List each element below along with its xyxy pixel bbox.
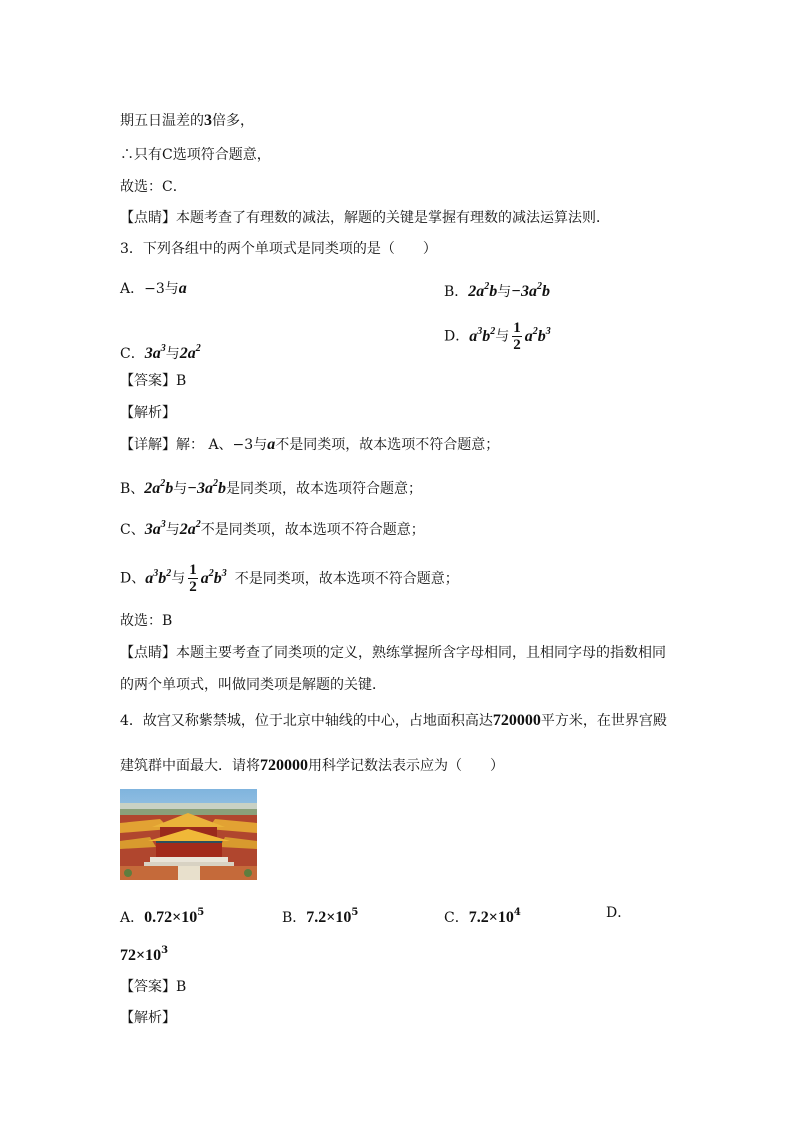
math: $a^2b^3$ [200,567,227,587]
answer-3: 【答案】B [120,373,187,389]
text-line: ∴只有C选项符合题意， [120,147,271,163]
comment-line: 【点睛】本题主要考查了同类项的定义，熟练掌握所含字母相同，且相同字母的指数相同 [120,645,666,661]
option-d-label [606,902,631,924]
math: a [267,436,276,453]
option-a [120,902,204,929]
text: 【详解】解： A、−3与 [120,437,268,453]
text: 不是同类项，故本选项不符合题意； [234,570,459,587]
math: $a^3b^2$ [145,567,172,587]
option-d-value [120,940,168,967]
comment-line: 的两个单项式，叫做同类项是解题的关键． [120,677,386,693]
option-c [120,338,201,365]
text: C、 [120,522,145,538]
option-b [282,902,358,929]
math: 7.2×10 [306,909,352,926]
text-line [120,110,254,132]
text: 不是同类项，故本选项不符合题意； [200,522,425,538]
exponent: 5 [197,907,205,918]
text-line: 故选：C． [120,179,187,195]
detail-line [120,473,422,500]
math: $2a^2b$ [144,478,174,497]
option-label: D． [444,328,470,345]
math: $2a^2b$ [468,281,498,300]
detail-line [120,514,425,541]
math: 7.2×10 [468,909,514,926]
fraction: $\frac{1}{2}$ [189,562,197,595]
option-label: A． [120,910,145,926]
option-d [444,320,551,353]
answer-4: 【答案】B [120,979,187,995]
forbidden-city-photo [120,789,257,880]
exponent: 5 [351,907,359,918]
text: B、 [120,481,145,497]
math: $3a^3$ [144,519,166,538]
math: $-3a^2b$ [511,281,550,300]
option-label: C． [120,346,145,362]
text: 与 [165,346,180,362]
exponent: 4 [513,907,521,918]
option-c [444,902,521,929]
text: 4．故宫又称紫禁城，位于北京中轴线的中心，占地面积高达 [120,713,493,729]
analysis-4: 【解析】 [120,1010,176,1026]
question-4-cont [120,755,504,777]
math: a [178,280,187,297]
detail-line [120,562,459,595]
option-a [120,278,187,300]
text: D、 [120,570,146,587]
question-3: 3．下列各组中的两个单项式是同类项的是（ ） [120,241,437,257]
text-line: 【点睛】本题考查了有理数的减法，解题的关键是掌握有理数的减法运算法则． [120,210,610,226]
math: 72×10 [120,947,162,964]
math: $a^3b^2$ [469,325,496,345]
text: 不是同类项，故本选项不符合题意； [275,437,500,453]
number: 720000 [492,712,541,729]
question-4 [120,710,667,732]
option-label: D． [606,905,632,921]
option-label: A．−3与 [120,281,179,297]
text: 与 [171,570,186,587]
text: 是同类项，故本选项符合题意； [226,481,422,497]
math: $a^2b^3$ [524,325,551,345]
text: 与 [165,522,180,538]
math: $2a^2$ [179,519,201,538]
text: 与 [495,328,510,345]
analysis-3: 【解析】 [120,405,176,421]
text: 与 [173,481,188,497]
option-label: C． [444,910,469,926]
number: 3 [204,112,212,129]
math: $3a^3$ [144,343,166,362]
text: 与 [497,284,512,300]
detail-line [120,434,499,456]
select-line: 故选：B [120,613,173,629]
text: 平方米，在世界宫殿 [540,713,667,729]
text: 倍多， [212,113,254,129]
math: 0.72×10 [144,909,198,926]
option-label: B． [444,284,469,300]
text: 期五日温差的 [120,113,204,129]
math: $-3a^2b$ [187,478,226,497]
fraction: $\frac{1}{2}$ [513,320,521,353]
option-b [444,276,550,303]
exponent: 3 [161,945,169,956]
number: 720000 [260,757,308,774]
text: 建筑群中面最大．请将 [120,758,260,774]
option-label: B． [282,910,307,926]
math: $2a^2$ [179,343,201,362]
text: 用科学记数法表示应为（ ） [308,758,504,774]
